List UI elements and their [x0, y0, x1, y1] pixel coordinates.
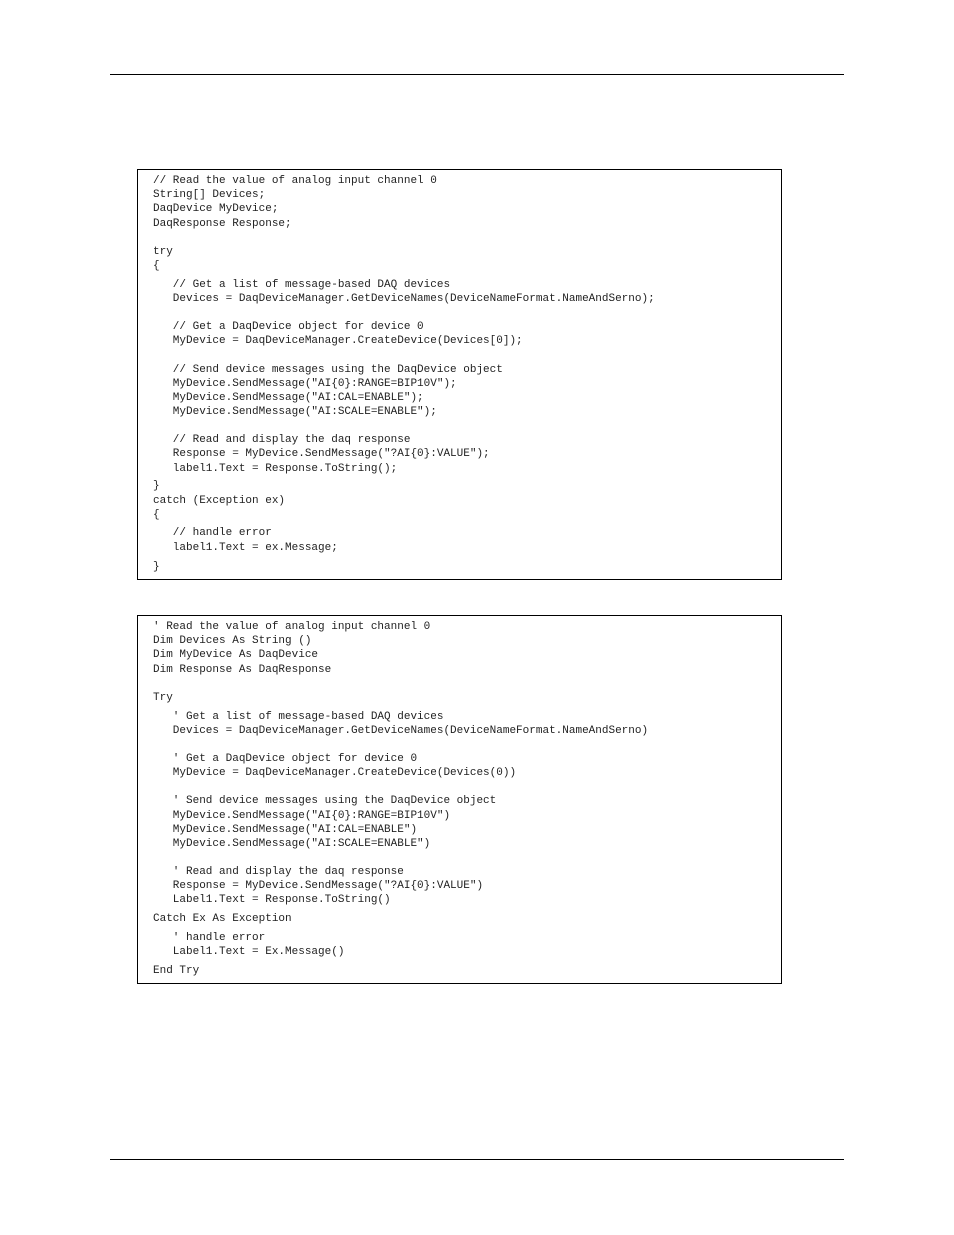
code-line: ' Get a list of message-based DAQ devices [153, 711, 444, 723]
code-line: MyDevice = DaqDeviceManager.CreateDevice(Devices(0)) [153, 767, 517, 779]
code-line: { [153, 260, 160, 272]
code-line: MyDevice.SendMessage("AI{0}:RANGE=BIP10V"); [153, 378, 457, 390]
code-line: // Get a DaqDevice object for device 0 [153, 321, 424, 333]
code-line: ' Read and display the daq response [153, 866, 404, 878]
code-line: Devices = DaqDeviceManager.GetDeviceNames(DeviceNameFormat.NameAndSerno) [153, 725, 649, 737]
code-line: Label1.Text = Ex.Message() [153, 946, 345, 958]
code-line: Response = MyDevice.SendMessage("?AI{0}:VALUE"); [153, 448, 490, 460]
code-line: Response = MyDevice.SendMessage("?AI{0}:VALUE") [153, 880, 484, 892]
code-line: String[] Devices; [153, 189, 266, 201]
code-line: catch (Exception ex) [153, 495, 286, 507]
code-line: // Get a list of message-based DAQ devices [153, 279, 451, 291]
code-line: End Try [153, 965, 200, 977]
footer-rule [110, 1159, 844, 1160]
code-line: // Read the value of analog input channel 0 [153, 175, 437, 187]
code-line: // Send device messages using the DaqDevice object [153, 364, 503, 376]
code-line: label1.Text = ex.Message; [153, 542, 338, 554]
code-line: ' Get a DaqDevice object for device 0 [153, 753, 418, 765]
code-line: MyDevice.SendMessage("AI:SCALE=ENABLE"); [153, 406, 437, 418]
code-line: } [153, 480, 160, 492]
code-line: ' Send device messages using the DaqDevice object [153, 795, 497, 807]
code-line: Dim Response As DaqResponse [153, 664, 332, 676]
code-line: { [153, 509, 160, 521]
code-line: MyDevice.SendMessage("AI:CAL=ENABLE") [153, 824, 418, 836]
vbnet-code-example [137, 615, 782, 984]
code-line: ' Read the value of analog input channel 0 [153, 621, 431, 633]
code-line: DaqResponse Response; [153, 218, 292, 230]
header-rule [110, 74, 844, 75]
code-line: DaqDevice MyDevice; [153, 203, 279, 215]
code-line: ' handle error [153, 932, 266, 944]
code-line: MyDevice = DaqDeviceManager.CreateDevice(Devices[0]); [153, 335, 523, 347]
code-line: Dim Devices As String () [153, 635, 312, 647]
code-line: MyDevice.SendMessage("AI:CAL=ENABLE"); [153, 392, 424, 404]
code-line: // Read and display the daq response [153, 434, 411, 446]
code-line: Devices = DaqDeviceManager.GetDeviceNames(DeviceNameFormat.NameAndSerno); [153, 293, 655, 305]
code-line: Try [153, 692, 173, 704]
code-line: Dim MyDevice As DaqDevice [153, 649, 319, 661]
code-line: MyDevice.SendMessage("AI{0}:RANGE=BIP10V") [153, 810, 451, 822]
code-line: } [153, 561, 160, 573]
code-line: Label1.Text = Response.ToString() [153, 894, 391, 906]
csharp-code-example [137, 169, 782, 580]
code-line: // handle error [153, 527, 272, 539]
code-line: MyDevice.SendMessage("AI:SCALE=ENABLE") [153, 838, 431, 850]
code-line: label1.Text = Response.ToString(); [153, 463, 398, 475]
code-line: Catch Ex As Exception [153, 913, 292, 925]
code-line: try [153, 246, 173, 258]
